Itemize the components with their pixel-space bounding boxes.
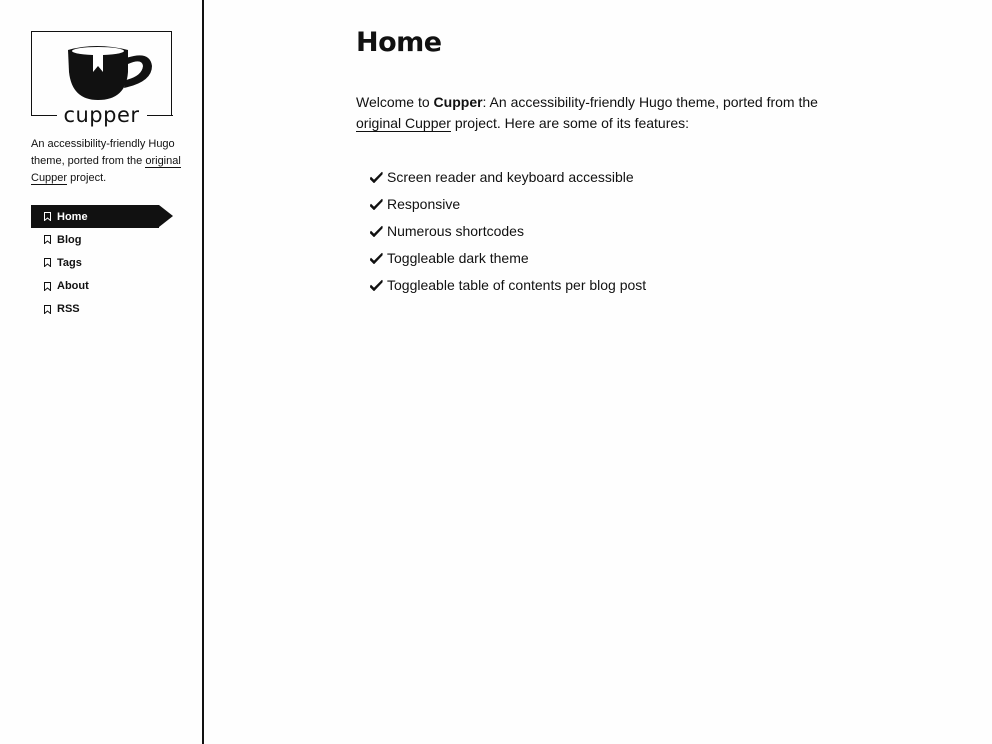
site-tagline xyxy=(31,136,181,187)
nav-item-rss[interactable] xyxy=(31,298,173,321)
feature-item xyxy=(370,190,646,217)
intro-paragraph xyxy=(356,92,826,134)
logo-text: cupper xyxy=(63,103,140,127)
feature-item xyxy=(370,245,646,272)
feature-list xyxy=(370,163,646,299)
bookmark-icon xyxy=(44,212,51,221)
feature-item xyxy=(370,217,646,244)
nav-label: Blog xyxy=(57,233,82,246)
site-logo[interactable] xyxy=(31,31,172,127)
nav-item-home[interactable] xyxy=(31,205,159,228)
intro-text: Welcome to xyxy=(356,94,434,110)
nav-label: About xyxy=(57,280,89,293)
nav-item-tags[interactable] xyxy=(31,251,173,274)
nav-item-blog[interactable] xyxy=(31,228,173,251)
checkmark-icon xyxy=(370,279,383,291)
checkmark-icon xyxy=(370,225,383,237)
intro-bold: Cupper xyxy=(433,94,483,110)
bookmark-icon xyxy=(44,305,51,314)
page-title: Home xyxy=(356,27,442,58)
bookmark-icon xyxy=(44,282,51,291)
feature-text: Responsive xyxy=(387,195,461,212)
feature-item xyxy=(370,272,646,299)
feature-text: Screen reader and keyboard accessible xyxy=(387,168,634,185)
intro-text: : An accessibility-friendly Hugo theme, ported from the xyxy=(482,94,818,110)
intro-text: project. Here are some of its features: xyxy=(450,115,690,131)
feature-text: Numerous shortcodes xyxy=(387,222,524,239)
tagline-text: project. xyxy=(67,172,107,184)
original-cupper-link[interactable]: original Cupper xyxy=(31,155,181,184)
feature-text: Toggleable table of contents per blog post xyxy=(387,277,647,294)
tagline-text: An accessibility-friendly Hugo theme, ported from the xyxy=(31,138,175,167)
feature-text: Toggleable dark theme xyxy=(387,250,529,267)
nav-label: Tags xyxy=(57,256,82,269)
checkmark-icon xyxy=(370,171,383,183)
original-cupper-link[interactable]: original Cupper xyxy=(356,115,451,131)
logo-frame-line xyxy=(147,115,173,116)
sidebar xyxy=(0,0,204,744)
bookmark-icon xyxy=(44,235,51,244)
nav-label: Home xyxy=(57,210,88,223)
main-nav xyxy=(31,205,173,321)
checkmark-icon xyxy=(370,252,383,264)
bookmark-icon xyxy=(44,258,51,267)
nav-item-about[interactable] xyxy=(31,275,173,298)
cup-icon xyxy=(66,42,154,104)
nav-label: RSS xyxy=(57,303,80,316)
feature-item xyxy=(370,163,646,190)
checkmark-icon xyxy=(370,198,383,210)
